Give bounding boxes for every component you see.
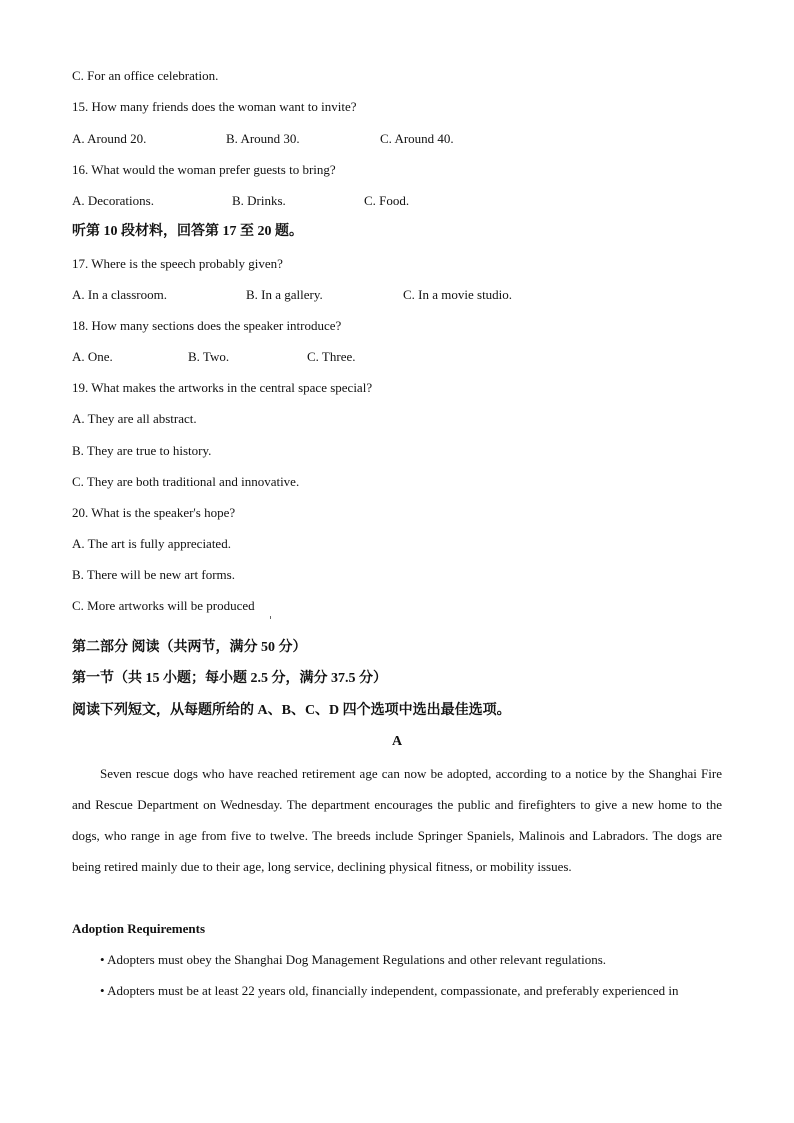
part-two-heading: 第二部分 阅读（共两节，满分 50 分） bbox=[72, 640, 307, 655]
reading-instruction: 阅读下列短文，从每题所给的 A、B、C、D 四个选项中选出最佳选项。 bbox=[72, 703, 511, 718]
requirements-heading: Adoption Requirements bbox=[72, 921, 206, 936]
q16-option-c: C. Food. bbox=[364, 193, 410, 208]
passage-paragraph: Seven rescue dogs who have reached retirement age can now be adopted, according to a notice by the Shanghai Fire and Rescue Department on Wednesday. The department encourages the public and firefighters to give a new home to the dogs, who range in age from five to twelve. The breeds include Springer Spaniels, Malinois and Labradors. The dogs are being retired mainly due to their age, long service, declining physical fitness, or mobility issues. bbox=[72, 766, 722, 874]
q15-option-b: B. Around 30. bbox=[226, 131, 300, 146]
passage-label: A bbox=[391, 734, 403, 749]
q18-options bbox=[72, 349, 722, 365]
requirement-bullet-2: • Adopters must be at least 22 years old, financially independent, compassionate, and preferably experienced in bbox=[100, 983, 679, 998]
q16-option-a: A. Decorations. bbox=[72, 193, 154, 208]
q15-option-a: A. Around 20. bbox=[72, 131, 147, 146]
q17-question: 17. Where is the speech probably given? bbox=[72, 256, 283, 271]
q20-question: 20. What is the speaker's hope? bbox=[72, 505, 236, 520]
q17-option-b: B. In a gallery. bbox=[246, 287, 323, 302]
q19-question: 19. What makes the artworks in the central space special? bbox=[72, 380, 373, 395]
q15-question: 15. How many friends does the woman want to invite? bbox=[72, 99, 357, 114]
q18-option-b: B. Two. bbox=[188, 349, 230, 364]
requirement-bullet-1: • Adopters must obey the Shanghai Dog Management Regulations and other relevant regulations. bbox=[100, 952, 607, 967]
q16-options bbox=[72, 193, 722, 209]
q17-option-c: C. In a movie studio. bbox=[403, 287, 513, 302]
q18-option-a: A. One. bbox=[72, 349, 113, 364]
q14-option-c: C. For an office celebration. bbox=[72, 68, 219, 83]
q20-option-a: A. The art is fully appreciated. bbox=[72, 536, 231, 551]
q15-option-c: C. Around 40. bbox=[380, 131, 454, 146]
q17-option-a: A. In a classroom. bbox=[72, 287, 167, 302]
section10-heading: 听第 10 段材料，回答第 17 至 20 题。 bbox=[72, 224, 303, 239]
q19-option-c: C. They are both traditional and innovative. bbox=[72, 474, 300, 489]
q20-option-c: C. More artworks will be produced bbox=[72, 598, 255, 613]
stray-mark bbox=[270, 616, 271, 619]
q15-options bbox=[72, 131, 722, 147]
q18-question: 18. How many sections does the speaker introduce? bbox=[72, 318, 342, 333]
section-one-heading: 第一节（共 15 小题；每小题 2.5 分，满分 37.5 分） bbox=[72, 671, 387, 686]
q19-option-a: A. They are all abstract. bbox=[72, 411, 197, 426]
q17-options bbox=[72, 287, 722, 303]
q16-question: 16. What would the woman prefer guests to bring? bbox=[72, 162, 336, 177]
q16-option-b: B. Drinks. bbox=[232, 193, 286, 208]
q20-option-b: B. There will be new art forms. bbox=[72, 567, 235, 582]
q18-option-c: C. Three. bbox=[307, 349, 356, 364]
q19-option-b: B. They are true to history. bbox=[72, 443, 212, 458]
